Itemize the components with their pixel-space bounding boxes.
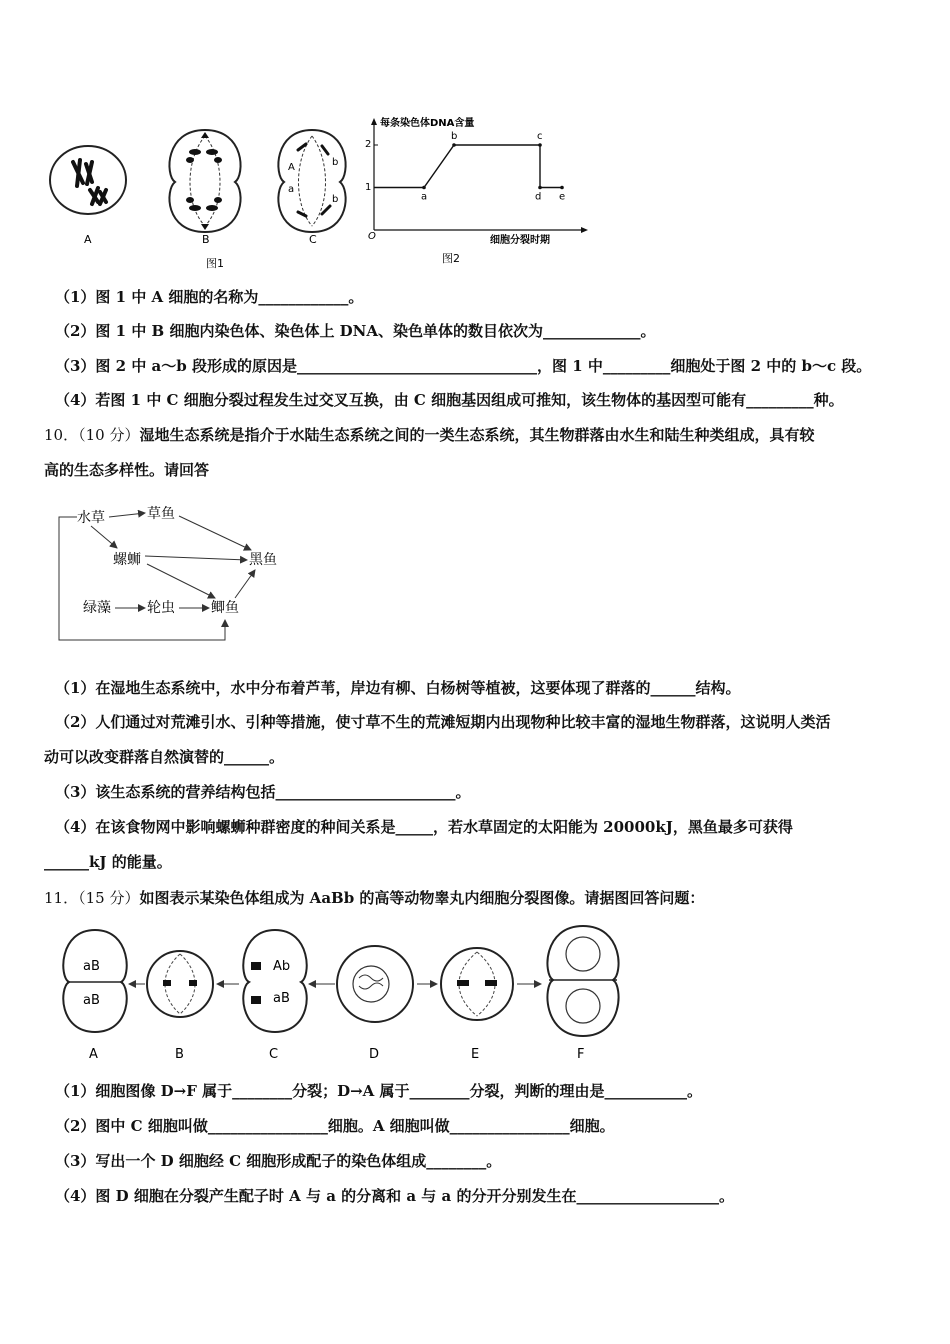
q11-cell-f <box>547 926 618 1036</box>
figure-1-caption: 图1 <box>206 257 224 270</box>
point-label-b: b <box>451 131 458 142</box>
q10-sub2-line1: （2）人们通过对荒滩引水、引种等措施，使寸草不生的荒滩短期内出现物种比较丰富的湿地生物群落，这说明人类活 <box>55 713 831 731</box>
node-lvzao: 绿藻 <box>83 600 111 616</box>
q11-text: 如图表示某染色体组成为 AaBb 的高等动物睾丸内细胞分裂图像。请据图回答问题： <box>139 889 705 907</box>
q11-label-b: B <box>175 1047 184 1062</box>
q11-label-f: F <box>577 1047 585 1062</box>
node-heiyu: 黑鱼 <box>249 552 277 568</box>
cell-b <box>169 130 240 232</box>
q9-sub2: （2）图 1 中 B 细胞内染色体、染色体上 DNA、染色单体的数目依次为_____________。 <box>55 322 656 340</box>
q9-sub3: （3）图 2 中 a～b 段形成的原因是________________________________，图 1 中_________细胞处于图 2 中的 b～c 段。 <box>55 357 872 375</box>
cell-c-label: C <box>309 233 317 246</box>
q11-cell-e <box>441 948 513 1020</box>
point-d <box>538 186 542 190</box>
cell-a-chromosomes <box>73 160 106 204</box>
x-axis-arrow <box>581 227 588 233</box>
cell-b-chromosomes <box>186 132 222 230</box>
q9-sub1: （1）图 1 中 A 细胞的名称为____________。 <box>55 288 364 306</box>
cell-c-gene-b-top: b <box>332 157 339 168</box>
q11-sub3: （3）写出一个 D 细胞经 C 细胞形成配子的染色体组成________。 <box>55 1152 502 1170</box>
q10-number: 10． <box>44 426 79 444</box>
q11-cell-c-genes-top: Ab <box>273 959 291 974</box>
cell-a-label: A <box>84 233 92 246</box>
q11-number: 11． <box>44 889 79 907</box>
cell-c-gene-a: a <box>288 184 295 195</box>
point-b <box>452 143 456 147</box>
q10-sub4-line2: ______kJ 的能量。 <box>44 853 172 871</box>
q11-label-d: D <box>369 1047 380 1062</box>
figure-1-cells <box>40 120 360 275</box>
q11-label-a: A <box>89 1047 98 1062</box>
shuicao-to-jiyu-loop <box>59 517 225 640</box>
dna-content-line <box>374 145 540 188</box>
q11-sub4: （4）图 D 细胞在分裂产生配子时 A 与 a 的分离和 a 与 a 的分开分别发生在___________________。 <box>55 1187 734 1205</box>
q10-text-line2: 高的生态多样性。请回答 <box>44 461 210 479</box>
food-web-diagram <box>55 502 295 647</box>
point-label-a: a <box>421 191 428 203</box>
q11-header <box>44 888 704 908</box>
q10-text-line1: 湿地生态系统是指介于水陆生态系统之间的一类生态系统，其生物群落由水生和陆生种类组成，具有较 <box>139 426 815 444</box>
q11-cell-d <box>337 946 413 1022</box>
q10-sub1: （1）在湿地生态系统中，水中分布着芦苇，岸边有柳、白杨树等植被，这要体现了群落的______结构。 <box>55 679 741 697</box>
point-c <box>538 143 542 147</box>
figure-q11-cells <box>45 922 645 1067</box>
q11-label-c: C <box>269 1047 279 1062</box>
point-e <box>560 186 564 190</box>
q10-sub2-line2: 动可以改变群落自然演替的______。 <box>44 748 285 766</box>
cell-c <box>278 130 345 232</box>
y-tick-2: 2 <box>365 139 372 150</box>
point-label-c: c <box>537 131 543 142</box>
q10-header <box>44 425 814 445</box>
node-jiyu: 鲫鱼 <box>211 600 239 616</box>
q11-cell-a <box>63 930 126 1032</box>
q11-sub1: （1）细胞图像 D→F 属于________分裂；D→A 属于________分裂，判断的理由是___________。 <box>55 1082 703 1100</box>
q11-cell-c <box>243 930 306 1032</box>
point-label-e: e <box>559 191 566 203</box>
y-axis-title: 每条染色体DNA含量 <box>380 118 475 129</box>
q10-score: （10 分） <box>78 426 140 444</box>
node-shuicao: 水草 <box>77 510 105 526</box>
q11-label-e: E <box>471 1047 480 1062</box>
q11-sub2: （2）图中 C 细胞叫做________________细胞。A 细胞叫做________________细胞。 <box>55 1117 615 1135</box>
figure-2-caption: 图2 <box>442 252 460 265</box>
node-caoyu: 草鱼 <box>147 506 175 522</box>
x-axis-title: 细胞分裂时期 <box>490 235 550 246</box>
q11-score: （15 分） <box>78 889 140 907</box>
y-axis-arrow <box>371 118 377 125</box>
point-label-d: d <box>535 191 542 203</box>
y-tick-1: 1 <box>365 182 372 193</box>
q10-sub4-line1: （4）在该食物网中影响螺蛳种群密度的种间关系是_____，若水草固定的太阳能为 20000kJ，黑鱼最多可获得 <box>55 818 793 836</box>
cell-c-gene-b-bottom: b <box>332 194 339 205</box>
q11-cell-a-genes-bottom: aB <box>83 993 100 1008</box>
node-luosi: 螺蛳 <box>113 552 141 568</box>
q11-cell-a-genes-top: aB <box>83 959 100 974</box>
cell-c-gene-A: A <box>288 162 295 173</box>
point-a <box>422 186 426 190</box>
node-lunchong: 轮虫 <box>147 600 175 616</box>
cell-b-label: B <box>202 233 210 246</box>
q11-cell-b <box>147 951 213 1017</box>
figure-2-chart <box>362 110 592 270</box>
origin-label: O <box>368 231 376 242</box>
q9-sub4: （4）若图 1 中 C 细胞分裂过程发生过交叉互换，由 C 细胞基因组成可推知，该生物体的基因型可能有_________种。 <box>55 391 844 409</box>
q10-sub3: （3）该生态系统的营养结构包括________________________。 <box>55 783 471 801</box>
q11-cell-c-genes-bottom: aB <box>273 991 290 1006</box>
